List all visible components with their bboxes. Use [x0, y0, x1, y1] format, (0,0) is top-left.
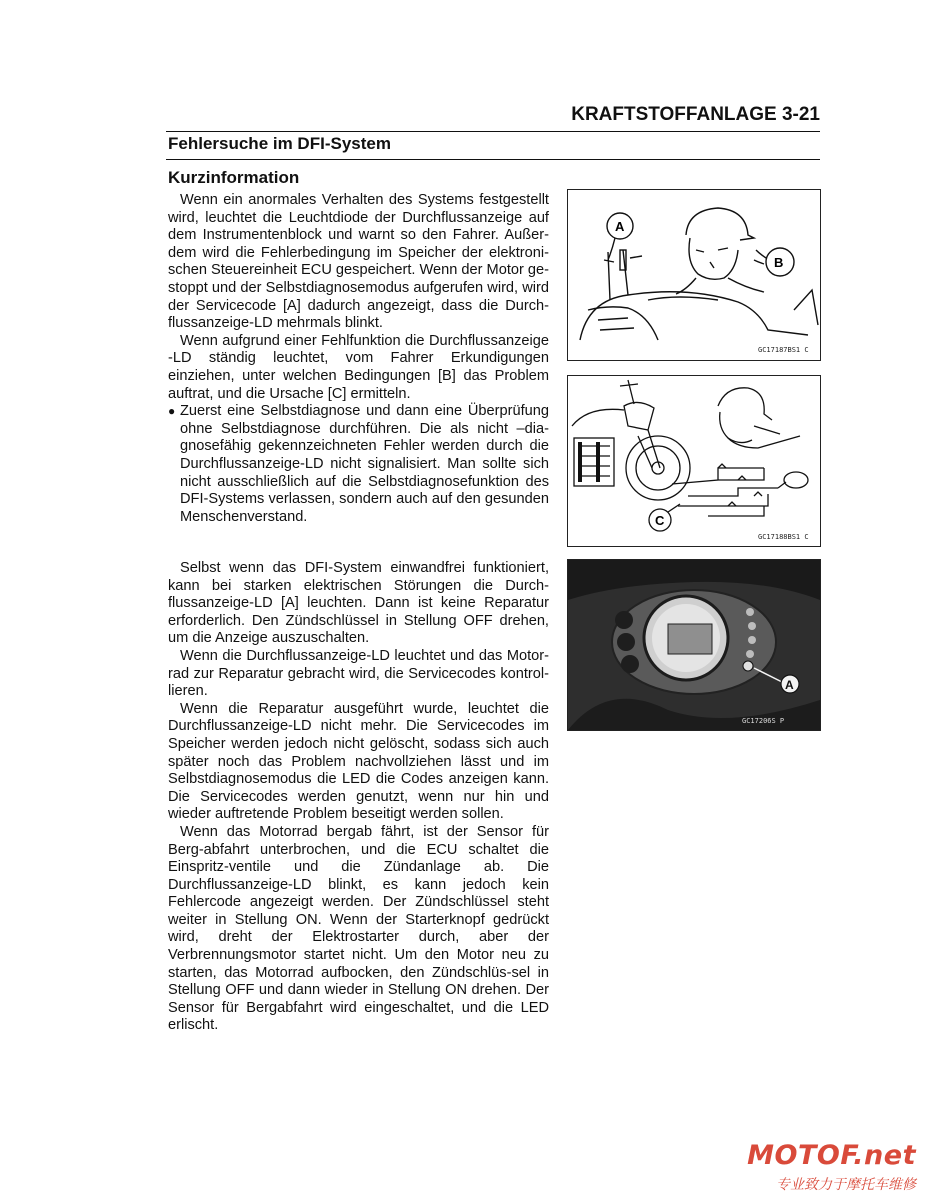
section-title: Fehlersuche im DFI-System — [168, 134, 391, 153]
paragraph: Wenn aufgrund einer Fehlfunktion die Durchflussanzeige -LD ständig leuchtet, vom Fahrer Erkundigungen einziehen, unter welchen Bedingungen [B] das Problem auftrat, und die Ursache [C] ermitteln. — [168, 332, 549, 402]
page-header-title: KRAFTSTOFFANLAGE 3-21 — [571, 104, 820, 125]
callout-label-a: A — [785, 678, 794, 692]
figure-led-rider — [567, 189, 821, 361]
subsection-title: Kurzinformation — [168, 168, 300, 187]
text-block-top — [168, 192, 549, 526]
paragraph: Wenn ein anormales Verhalten des Systems festgestellt wird, leuchtet die Leuchtdiode der Durchflussanzeige auf dem Instrumentenblock und warnt so den Fahrer. Außer-dem wird die Fehlerbedingung im Speicher der elektroni-schen Steuereinheit ECU gespeichert. Wenn der Motor ge-stoppt und der Selbstdiagnosemodus aufgerufen wird, wird der Servicecode [A] dadurch angezeigt, dass die Durch-flussanzeige-LD mehrmals blinkt. — [168, 192, 549, 332]
motorcycle-wiring-illustration — [568, 376, 820, 546]
figure-wiring-check — [567, 375, 821, 547]
motorcycle-rider-illustration — [568, 190, 820, 360]
section-rule — [166, 159, 820, 160]
paragraph: Wenn die Durchflussanzeige-LD leuchtet und das Motor-rad zur Reparatur gebracht wird, die Servicecodes kontrol-lieren. — [168, 647, 549, 700]
watermark — [747, 1140, 922, 1196]
instrument-cluster-photo — [568, 560, 820, 730]
header-rule — [166, 131, 820, 132]
watermark-tagline: 专业致力于摩托车维修 — [776, 1177, 916, 1193]
callout-label-a: A — [615, 219, 625, 234]
watermark-brand: MOTOF.net — [747, 1140, 916, 1171]
bullet-text: Zuerst eine Selbstdiagnose und dann eine Überprüfung ohne Selbstdiagnose durchführen. Die als nicht –dia-gnosefähig gekennzeichneten Fehler werden durch die Durchflussanzeige-LD nicht signalisiert. Man sollte sich nicht ausschließlich auf die Selbstdiagnosefunktion des DFI-Systems verlassen, sondern auch auf den gesunden Menschenverstand. — [180, 403, 549, 525]
figure-code: GC17206S P — [742, 717, 785, 725]
figure-code: GC17188BS1 C — [758, 533, 809, 541]
paragraph: Selbst wenn das DFI-System einwandfrei funktioniert, kann bei starken elektrischen Störungen die Durch-flussanzeige-LD [A] leuchten. Dann ist keine Reparatur erforderlich. Den Zündschlüssel in Stellung OFF drehen, um die Anzeige auszuschalten. — [168, 560, 549, 647]
callout-label-c: C — [655, 513, 665, 528]
callout-label-b: B — [774, 255, 784, 270]
bullet-icon: ● — [168, 404, 176, 419]
figure-code: GC17187BS1 C — [758, 346, 809, 354]
paragraph: Wenn das Motorrad bergab fährt, ist der Sensor für Berg-abfahrt unterbrochen, und die ECU schaltet die Einspritz-ventile und die Zündanlage ab. Die Durchflussanzeige-LD blinkt, es kann jedoch kein Fehlercode angezeigt werden. Der Zündschlüssel steht weiter in Stellung ON. Wenn der Starterknopf gedrückt wird, dreht der Elektrostarter durch, aber der Verbrennungsmotor startet nicht. Um den Motor neu zu starten, das Motorrad aufbocken, den Zündschlüs-sel in Stellung OFF und dann wieder in Stellung ON drehen. Der Sensor für Bergabfahrt wird eingeschaltet, und die LED erlischt. — [168, 823, 549, 1034]
figure-instrument-photo — [567, 559, 821, 731]
paragraph: Wenn die Reparatur ausgeführt wurde, leuchtet die Durchflussanzeige-LD nicht mehr. Die Servicecodes im Speicher werden jedoch nicht gelöscht, sodass sich auch später noch das Problem nachvollziehen lässt und im Selbstdiagnosemodus die LED die Codes anzeigen kann. Die Servicecodes werden genutzt, wenn nur hin und wieder auftretende Problem beseitigt werden sollen. — [168, 700, 549, 823]
bullet-item — [168, 403, 549, 526]
text-block-bottom — [168, 560, 549, 1035]
